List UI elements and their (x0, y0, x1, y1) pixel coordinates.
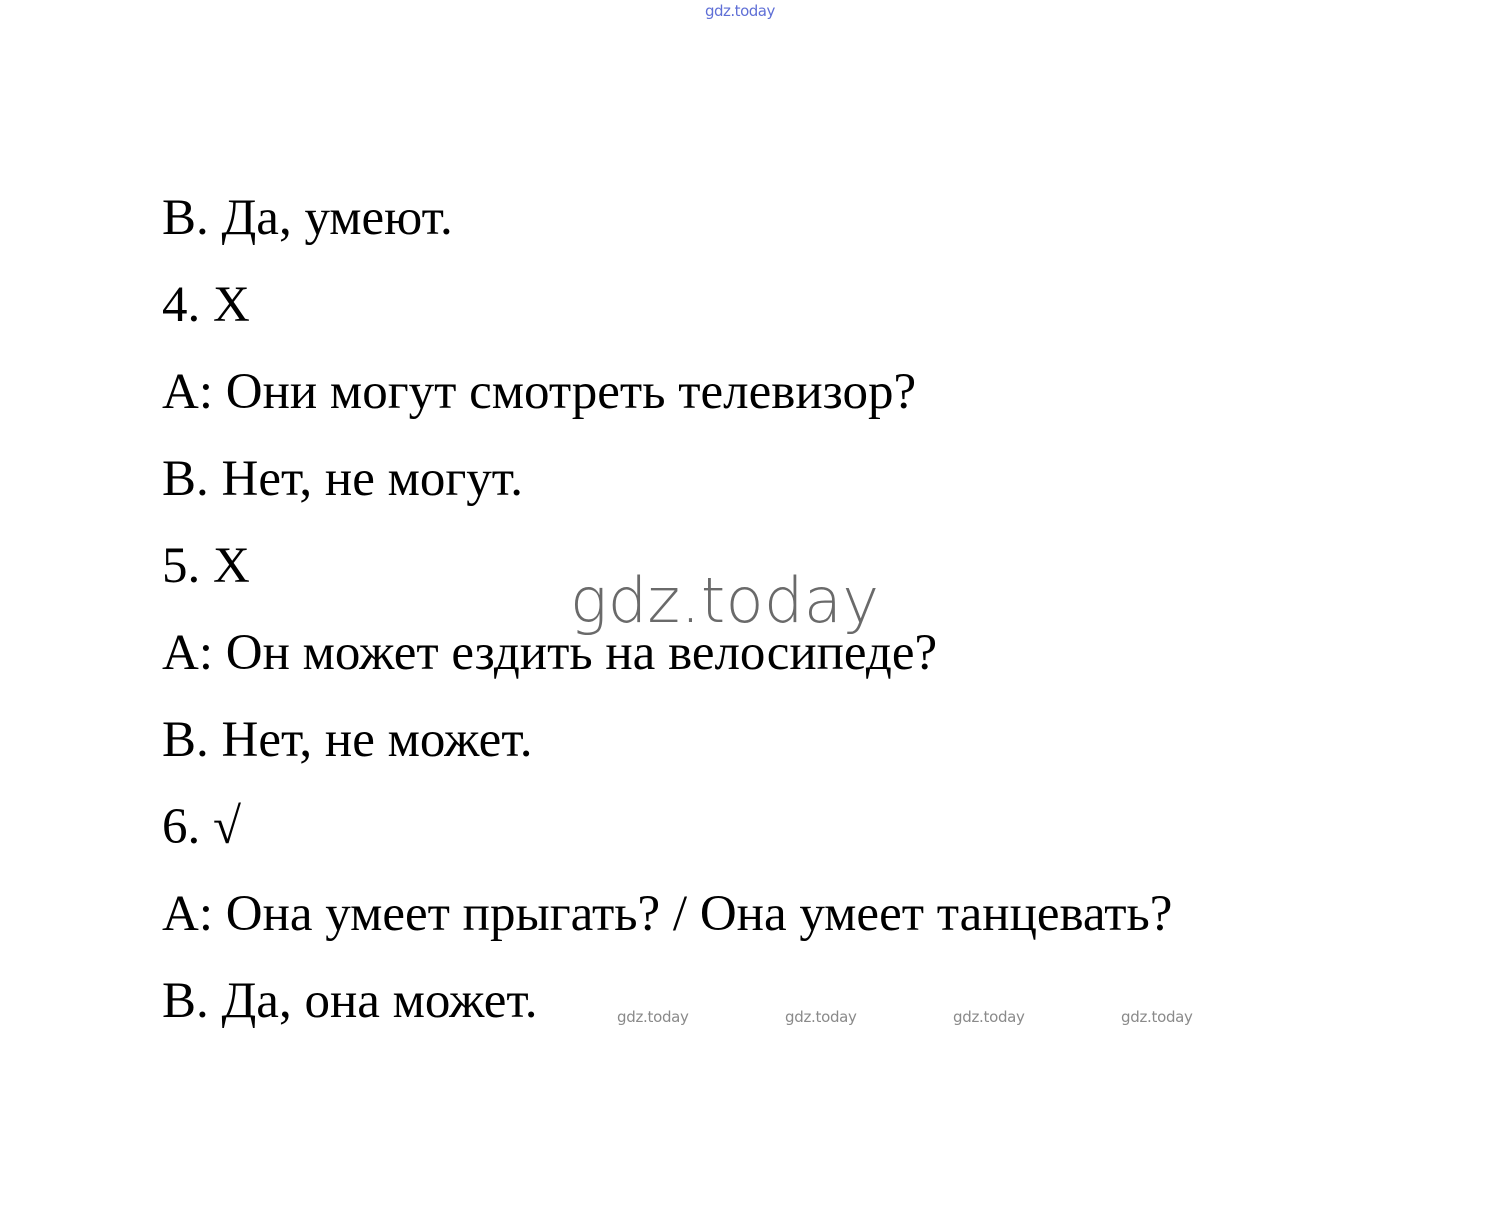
question-line: А: Они могут смотреть телевизор? (162, 364, 917, 420)
item-number: 6. √ (162, 799, 241, 855)
watermark-bottom: gdz.today (617, 1008, 689, 1026)
question-line: А: Она умеет прыгать? / Она умеет танцевать? (162, 886, 1173, 942)
answer-line: В. Нет, не может. (162, 712, 533, 768)
answer-line: В. Да, она может. (162, 973, 538, 1029)
watermark-bottom: gdz.today (785, 1008, 857, 1026)
question-line: А: Он может ездить на велосипеде? (162, 625, 938, 681)
watermark-bottom: gdz.today (953, 1008, 1025, 1026)
answer-line: В. Да, умеют. (162, 190, 453, 246)
watermark-center: gdz.today (570, 564, 880, 637)
watermark-top[interactable]: gdz.today (705, 2, 775, 20)
watermark-bottom: gdz.today (1121, 1008, 1193, 1026)
item-number: 4. Х (162, 277, 250, 333)
item-number: 5. Х (162, 538, 250, 594)
answer-line: В. Нет, не могут. (162, 451, 524, 507)
